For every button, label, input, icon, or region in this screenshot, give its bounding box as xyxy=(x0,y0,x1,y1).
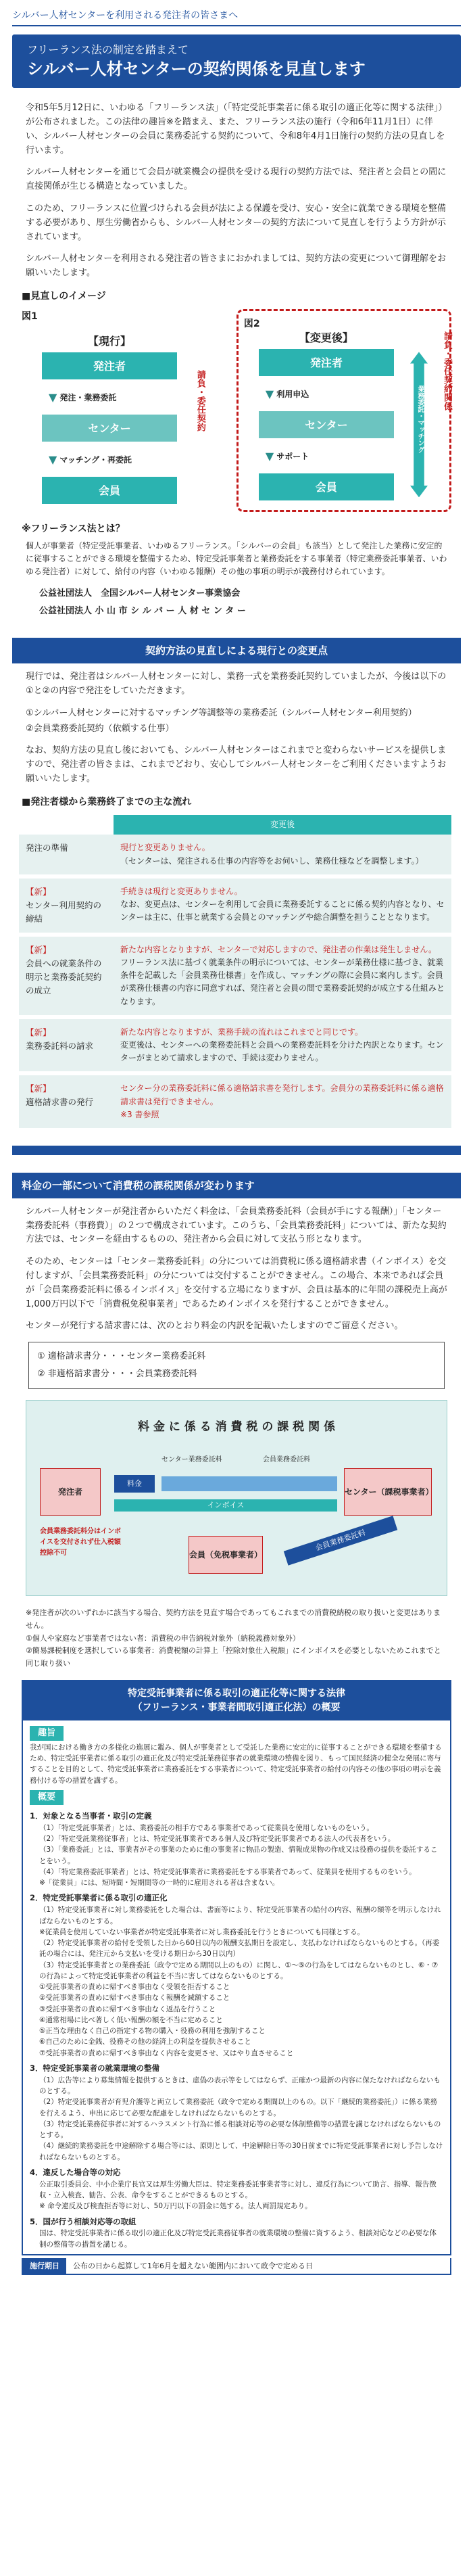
changes-paragraph: 現行では、発注者はシルバー人材センターに対し、業務一式を業務委託契約していましたが、今後は以下の①と②の内容で発注をしていただきます。 xyxy=(26,672,447,697)
title-banner xyxy=(12,34,461,88)
row-value: 現行と変更ありません。 （センターは、発注される仕事の内容等をお伺いし、業務仕様などを調整します。） xyxy=(114,835,451,876)
law-section-item: （4）継続的業務委託を中途解除する場合等には、原則として、中途解除日等の30日前までに特定受託事業者に対し予告しなければならないものとする。 xyxy=(39,2142,443,2161)
table-row xyxy=(19,835,451,876)
law-title-line: 特定受託事業者に係る取引の適正化等に関する法律 xyxy=(128,1687,345,1699)
tax-diagram-title: 料 金 に 係 る 消 費 税 の 課 税 関 係 xyxy=(137,1420,336,1434)
fig1-member-box: 会員 xyxy=(42,477,177,504)
intro-paragraph: このため、フリーランスに位置づけられる会員が法による保護を受け、安心・安全に就業できる環境を整備する必要があり、厚生労働省からも、シルバー人材センターの契約方法について見直しを行うよう方針が示されています。 xyxy=(26,203,447,242)
tax-paragraph: そのため、センターは「センター業務委託料」の分については消費税に係る適格請求書（インボイス）を交付しますが、「会員業務委託料」の分については交付することができません。この場合、本来であれば会員が「会員業務委託料に係るインボイス」を交付する立場になりますが、会員は基本的に年間の課税売上高が1,000万円以下で「消費税免税事業者」であるためインボイスを発行することができません。 xyxy=(26,1257,447,1309)
image-heading: ■見直しのイメージ xyxy=(22,290,106,302)
law-section-item: （1）特定受託事業者に対し業務委託をした場合は、書面等により、特定受託事業者の給付の内容、報酬の額等を明示しなければならないものとする。 xyxy=(39,1906,441,1925)
flow-table-heading: ■発注者様から業務終了までの主な流れ xyxy=(22,796,192,807)
association-local: 公益社団法人 小 山 市 シ ル バ ー 人 材 セ ン タ ー xyxy=(39,606,246,617)
row-value: 手続きは現行と変更ありません。 なお、変更点は、センターを利用して会員に業務委託することに係る契約内容となり、センターは主に、仕事と就業する会員とのマッチングや総合調整を担うこととなります。 xyxy=(114,876,451,935)
association-names xyxy=(39,585,434,620)
fig1-step-order xyxy=(49,389,116,406)
law-section-item: ①受託事業者の責めに帰すべき事由なく受領を拒否すること xyxy=(39,1983,230,1992)
law-section-item: （3）特定受託事業者との業務委託（政令で定める期間以上のもの）に関し、①〜⑤の行為をしてはならないものとし、⑥・⑦の行為によって特定受託事業者の利益を不当に害してはならないものとする。 xyxy=(39,1961,439,1980)
tax-center-box: センター（課税事業者） xyxy=(344,1468,432,1516)
law-section-item: （2）特定受託事業者が育児介護等と両立して業務委託（政令で定める期間以上のもの。以下「継続的業務委託」）に係る業務を行えるよう、申出に応じて必要な配慮をしなければならないものとする。 xyxy=(39,2098,438,2117)
law-section-item: ⑦受託事業者の責めに帰すべき事由なく内容を変更させ、又はやり直させること xyxy=(39,2048,294,2057)
law-section-item: （2）特定受託事業者の給付を受領した日から60日以内の報酬支払期日を設定し、支払わなければならないものとする。（再委託の場合には、発注元から支払いを受ける期日から30日以内） xyxy=(39,1939,440,1959)
invoice-item-qualified: ① 適格請求書分・・・センター業務委託料 xyxy=(37,1351,206,1362)
table-row xyxy=(19,1017,451,1074)
section-changes-header: 契約方法の見直しによる現行との変更点 xyxy=(12,638,461,663)
tax-client-box: 発注者 xyxy=(40,1468,101,1516)
fig1-step-matching xyxy=(49,451,132,469)
law-section-item: ※「従業員」には、短時間・短期間等の一時的に雇用される者は含まない。 xyxy=(39,1879,280,1888)
tax-fee-label: 料金 xyxy=(114,1475,155,1493)
row-header: 【新】 業務委託料の請求 xyxy=(19,1017,114,1074)
fig2-title: 図2 xyxy=(243,319,260,330)
law-overview-tag: 概要 xyxy=(30,1790,64,1805)
intro-paragraph: 令和5年5月12日に、いわゆる「フリーランス法」（「特定受託事業者に係る取引の適正化等に関する法律」）が公布されました。この法律の趣旨※を踏まえ、また、フリーランス法の施行（令和6年11月1日）に伴い、シルバー人材センターの会員に業務委託する契約について、令和8年4月1日施行の契約方法の見直しを行います。 xyxy=(26,103,447,156)
fig1-title: 図1 xyxy=(22,311,38,323)
top-line: シルバー人材センターを利用される発注者の皆さまへ xyxy=(12,8,461,26)
law-title xyxy=(23,1681,450,1720)
figure-after xyxy=(236,309,451,512)
table-column-header: 変更後 xyxy=(114,815,451,835)
law-section-heading: 5．国が行う相談対応等の取組 xyxy=(30,2216,136,2226)
table-row xyxy=(19,1073,451,1130)
law-section-item: （1）「特定受託事業者」とは、業務委託の相手方である事業者であって従業員を使用しないものをいう。 xyxy=(39,1823,374,1832)
association-national: 公益社団法人 全国シルバー人材センター事業協会 xyxy=(39,588,241,599)
fig1-center-box: センター xyxy=(42,415,177,442)
section-tax-header: 料金の一部について消費税の課税関係が変わります xyxy=(12,1173,461,1198)
intro-paragraph: シルバー人材センターを通じて会員が就業機会の提供を受ける現行の契約方法では、発注者と会員との間に直接関係が生じる構造となっていました。 xyxy=(26,167,447,192)
row-header: 発注の準備 xyxy=(19,835,114,876)
intro-paragraph: シルバー人材センターを利用される発注者の皆さまにおかれましては、契約方法の変更について御理解をお願いいたします。 xyxy=(26,254,446,279)
law-section-item: ※ 命令違反及び検査拒否等に対し、50万円以下の罰金に処する。法人両罰規定あり。 xyxy=(39,2202,312,2211)
law-section-item: （2）「特定受託業務従事者」とは、特定受託事業者である個人及び特定受託事業者である法人の代表者をいう。 xyxy=(39,1835,395,1844)
tax-note-no-credit: 会員業務委託料分はインボイスを交付されず仕入税額控除不可 xyxy=(40,1528,121,1558)
fig2-member-box: 会員 xyxy=(259,473,394,500)
invoice-breakdown-box xyxy=(28,1342,445,1389)
freelance-law-answer: 個人が事業者（特定受託事業者、いわゆるフリーランス。「シルバーの会員」も該当）として発注した業務に安定的に従事することができる環境を整備するため、特定受託事業者と業務委託をする事業者（特定業務委託事業者、いわゆる発注者）に対して、給付の内容（いわゆる報酬）その他の事項の明示が義務付けられています。 xyxy=(26,540,447,577)
law-section-item: ⑥自己のために金銭、役務その他の経済上の利益を提供させること xyxy=(39,2038,251,2046)
row-header: 【新】 適格請求書の発行 xyxy=(19,1073,114,1130)
law-section-item: ※従業員を使用していない事業者が特定受託事業者に対し業務委託を行うときについても同様とする。 xyxy=(39,1927,365,1936)
law-section-item: 公正取引委員会、中小企業庁長官又は厚生労働大臣は、特定業務委託事業者等に対し、違反行為について助言、指導、報告徴収・立入検査、勧告、公表、命令をすることができるものとする。 xyxy=(39,2180,437,2199)
row-value: センター分の業務委託料に係る適格請求書を発行します。会員分の業務委託料に係る適格請求書は発行できません。 ※3 書参照 xyxy=(114,1073,451,1130)
tax-diagram xyxy=(26,1400,447,1596)
law-purpose-tag: 趣旨 xyxy=(30,1726,64,1741)
fig1-step-label: 発注・業務委託 xyxy=(59,392,117,402)
tax-member-fee-label: 会員業務委託料 xyxy=(263,1456,310,1464)
law-section-item: （3）「業務委託」とは、事業者がその事業のために他の事業者に物品の製造、情報成果物の作成又は役務の提供を委託することをいう。 xyxy=(39,1846,438,1865)
law-section-item: ④通常相場に比べ著しく低い報酬の額を不当に定めること xyxy=(39,2015,223,2024)
invoice-item-nonqualified: ② 非適格請求書分・・・会員業務委託料 xyxy=(37,1369,197,1380)
fig1-label: 【現行】 xyxy=(42,333,177,348)
fig2-center-box: センター xyxy=(259,411,394,438)
enforcement-label: 施行期日 xyxy=(23,2258,66,2274)
table-corner xyxy=(19,815,114,835)
law-section-item: ⑤正当な理由なく自己の指定する物の購入・役務の利用を強制すること xyxy=(39,2027,266,2036)
law-summary-box xyxy=(22,1680,451,2255)
law-section-item: （4）「特定業務委託事業者」とは、特定受託事業者に業務委託をする事業者であって、従業員を使用するものをいう。 xyxy=(39,1867,416,1876)
tax-member-fee-arrow: 会員業務委託料 xyxy=(284,1516,397,1566)
changes-item: ①シルバー人材センターに対するマッチング等調整等の業務委託（シルバー人材センター利用契約） xyxy=(26,707,417,718)
tax-note: ②簡易課税制度を選択している事業者：消費税額の計算上「控除対象仕入税額」にインボイスを必要としないためこれまでと同じ取り扱い xyxy=(26,1646,441,1668)
law-section-item: （3）特定受託業務従事者に対するハラスメント行為に係る相談対応等の必要な体制整備等の措置を講じなければならないものとする。 xyxy=(39,2120,441,2140)
tax-invoice-bar: インボイス xyxy=(114,1499,337,1512)
law-sections xyxy=(30,1810,443,2250)
section-divider xyxy=(12,1146,461,1155)
law-section-heading: 4．違反した場合等の対応 xyxy=(30,2167,121,2177)
fig1-step-label: マッチング・再委託 xyxy=(59,454,132,465)
banner-subtitle: フリーランス法の制定を踏まえて xyxy=(27,43,189,57)
fig2-step-apply xyxy=(266,385,309,403)
fig2-step-label: 利用申込 xyxy=(276,389,309,399)
tax-center-fee-label: センター業務委託料 xyxy=(161,1456,222,1464)
row-value: 新たな内容となりますが、業務手続の流れはこれまでと同じです。 変更後は、センターへの業務委託料と会員への業務委託料を分けた内訳となります。センターがまとめて請求しますので、手続は変わりません。 xyxy=(114,1017,451,1074)
changes-item: ②会員業務委託契約（依頼する仕事） xyxy=(26,723,174,734)
fig2-step-label: サポート xyxy=(276,451,309,461)
row-header: 【新】 会員への就業条件の明示と業務委託契約の成立 xyxy=(19,935,114,1017)
table-row xyxy=(19,935,451,1017)
enforcement-date: 公布の日から起算して1年6月を超えない範囲内において政令で定める日 xyxy=(73,2261,313,2270)
down-triangle-icon: ▼ xyxy=(265,450,274,463)
law-title-line: （フリーランス・事業者間取引適正化法）の概要 xyxy=(132,1702,341,1713)
tax-note: ※発注者が次のいずれかに該当する場合、契約方法を見直す場合であってもこれまでの消費税納税の取り扱いと変更はありません。 xyxy=(26,1608,441,1630)
law-section-item: （1）広告等により募集情報を提供するときは、虚偽の表示等をしてはならず、正確かつ最新の内容に保たなければならないものとする。 xyxy=(39,2076,441,2096)
tax-note: ①個人や家庭など事業者ではない者：消費税の申告納税対象外（納税義務対象外） xyxy=(26,1633,300,1643)
law-content xyxy=(23,1720,450,2254)
down-triangle-icon: ▼ xyxy=(49,453,57,467)
law-section-heading: 2．特定受託事業者に係る取引の適正化 xyxy=(30,1893,168,1903)
fig2-arrow-label: 業務委託・マッチング xyxy=(416,385,424,454)
fig2-client-box: 発注者 xyxy=(259,349,394,376)
law-section-item: ③受託事業者の責めに帰すべき事由なく返品を行うこと xyxy=(39,2005,216,2013)
law-section-heading: 1．対象となる当事者・取引の定義 xyxy=(30,1811,152,1821)
fig1-side-label: 請負・委任契約 xyxy=(195,370,205,432)
diagrams xyxy=(22,309,451,512)
comparison-table xyxy=(19,815,451,1132)
fig2-label: 【変更後】 xyxy=(259,330,394,345)
tax-member-box: 会員（免税事業者） xyxy=(189,1536,263,1574)
row-value: 新たな内容となりますが、センターで対応しますので、発注者の作業は発生しません。 フリーランス法に基づく就業条件の明示については、センターが業務仕様に基づき、就業条件を記載した「会員業務仕様書」を作成し、マッチングの際に会員に案内します。会員が業務仕様書の内容に同意すれば、発注者と会員の間で業務委託契約が成立する仕組みとなります。 xyxy=(114,935,451,1017)
tax-notes xyxy=(26,1607,447,1670)
tax-paragraph: シルバー人材センターが発注者からいただく料金は、「会員業務委託料（会員が手にする報酬）」「センター業務委託料（事務費）」の２つで構成されています。このうち、「会員業務委託料」については、新たな契約方法では、センターを経由するものの、発注者から会員に対して支払う形となります。 xyxy=(26,1206,447,1245)
banner-title: シルバー人材センターの契約関係を見直します xyxy=(27,59,366,78)
down-triangle-icon: ▼ xyxy=(265,388,274,401)
freelance-law-question: ※フリーランス法とは？ xyxy=(22,523,125,535)
fig2-step-support xyxy=(266,448,309,465)
down-triangle-icon: ▼ xyxy=(49,391,57,404)
row-header: 【新】 センター利用契約の締結 xyxy=(19,876,114,935)
fig2-side-label: 請負・委任契約関係 xyxy=(442,331,452,411)
law-purpose-text: 我が国における働き方の多様化の進展に鑑み、個人が事業者として受託した業務に安定的に従事することができる環境を整備するため、特定受託事業者に係る取引の適正化及び特定受託業務従事者の就業環境の整備を図り、もって国民経済の健全な発展に寄与することを目的として、特定受託事業者に業務委託をする事業者について、特定受託事業者の給付の内容その他の事項の明示を義務付ける等の措置を講ずる。 xyxy=(30,1743,442,1785)
figure-current xyxy=(22,309,236,512)
law-section-item: ②受託事業者の責めに帰すべき事由なく報酬を減額すること xyxy=(39,1994,230,2003)
changes-paragraph: なお、契約方法の見直し後においても、シルバー人材センターはこれまでと変わらないサービスを提供しますので、発注者の皆さまは、これまでどおり、安心してシルバー人材センターをご利用くださいますようお願いいたします。 xyxy=(26,745,447,784)
tax-paragraph: センターが発行する請求書には、次のとおり料金の内訳を記載いたしますのでご留意ください。 xyxy=(26,1321,403,1332)
law-section-item: 国は、特定受託事業者に係る取引の適正化及び特定受託業務従事者の就業環境の整備に資するよう、相談対応などの必要な体制の整備等の措置を講じる。 xyxy=(39,2229,437,2249)
enforcement-row xyxy=(22,2258,451,2276)
table-row xyxy=(19,876,451,935)
fig1-client-box: 発注者 xyxy=(42,352,177,379)
law-section-heading: 3．特定受託事業者の就業環境の整備 xyxy=(30,2063,159,2073)
tax-fee-bar xyxy=(161,1476,337,1491)
